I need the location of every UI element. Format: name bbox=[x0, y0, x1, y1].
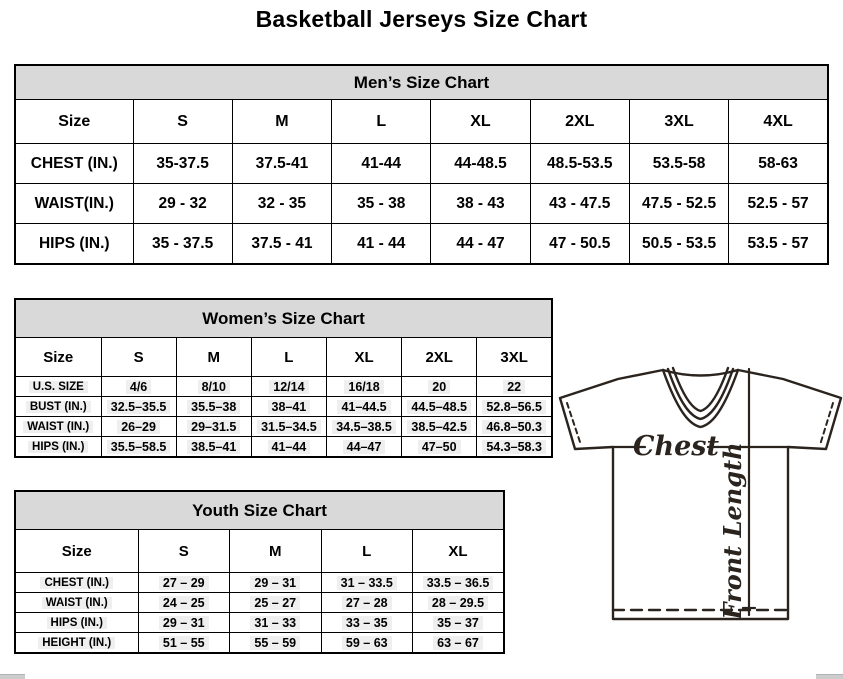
row-label-text: HIPS (IN.) bbox=[28, 441, 88, 453]
size-value-cell bbox=[176, 437, 251, 458]
womens-size-table bbox=[14, 298, 553, 458]
column-header: Size bbox=[15, 100, 133, 144]
size-value-cell bbox=[230, 613, 322, 633]
youth-size-table bbox=[14, 490, 505, 654]
right-cuff-dashed-line bbox=[820, 403, 833, 445]
column-header: M bbox=[232, 100, 331, 144]
size-value: 47–50 bbox=[418, 440, 461, 454]
size-value: 38–41 bbox=[268, 400, 311, 414]
size-value: 54.3–58.3 bbox=[482, 440, 546, 454]
size-value: 35 - 37.5 bbox=[152, 234, 214, 252]
size-value: 51 – 55 bbox=[159, 636, 209, 650]
size-value-cell bbox=[530, 224, 629, 265]
table-row bbox=[15, 397, 552, 417]
size-value: 47.5 - 52.5 bbox=[641, 194, 717, 212]
size-value: 35.5–38 bbox=[187, 400, 240, 414]
size-value: 35 – 37 bbox=[433, 616, 483, 630]
size-value: 31 – 33 bbox=[250, 616, 300, 630]
size-value: 33 – 35 bbox=[342, 616, 392, 630]
size-value: 26–29 bbox=[117, 420, 160, 434]
size-value-cell bbox=[477, 437, 552, 458]
table-row bbox=[15, 437, 552, 458]
size-value-cell bbox=[176, 397, 251, 417]
column-header: M bbox=[230, 530, 322, 573]
size-value-cell bbox=[530, 144, 629, 184]
size-value-cell bbox=[230, 593, 322, 613]
size-value-cell bbox=[729, 184, 828, 224]
row-label bbox=[15, 417, 101, 437]
column-header: 2XL bbox=[402, 338, 477, 377]
size-value-cell bbox=[413, 593, 505, 613]
size-value-cell bbox=[230, 633, 322, 654]
column-header: S bbox=[101, 338, 176, 377]
size-value: 27 – 28 bbox=[342, 596, 392, 610]
size-value-cell bbox=[101, 377, 176, 397]
size-value-cell bbox=[629, 144, 728, 184]
size-value-cell bbox=[176, 377, 251, 397]
size-value: 41–44.5 bbox=[337, 400, 390, 414]
size-value-cell bbox=[326, 397, 401, 417]
size-value-cell bbox=[251, 417, 326, 437]
table-row bbox=[15, 224, 828, 265]
size-value-cell bbox=[332, 184, 431, 224]
size-value-cell bbox=[321, 573, 413, 593]
size-value: 31.5–34.5 bbox=[257, 420, 321, 434]
chest-label: Chest bbox=[633, 431, 719, 462]
size-value: 22 bbox=[503, 380, 525, 394]
size-value: 25 – 27 bbox=[250, 596, 300, 610]
size-value-cell bbox=[413, 633, 505, 654]
table-row bbox=[15, 417, 552, 437]
size-value: 20 bbox=[428, 380, 450, 394]
row-label bbox=[15, 184, 133, 224]
front-length-label: Front Length bbox=[718, 442, 747, 620]
column-header: S bbox=[138, 530, 230, 573]
size-value-cell bbox=[431, 224, 530, 265]
size-value-cell bbox=[321, 593, 413, 613]
size-value: 37.5-41 bbox=[255, 154, 309, 172]
column-header: XL bbox=[326, 338, 401, 377]
row-label-text: HEIGHT (IN.) bbox=[38, 637, 115, 649]
size-value-cell bbox=[477, 377, 552, 397]
size-value-cell bbox=[729, 224, 828, 265]
size-value: 34.5–38.5 bbox=[332, 420, 396, 434]
column-header: L bbox=[321, 530, 413, 573]
column-header: S bbox=[133, 100, 232, 144]
size-value-cell bbox=[477, 397, 552, 417]
size-value: 29 – 31 bbox=[159, 616, 209, 630]
table-caption: Women’s Size Chart bbox=[15, 299, 552, 338]
size-value: 33.5 – 36.5 bbox=[423, 576, 494, 590]
table-row bbox=[15, 633, 504, 654]
row-label-text: BUST (IN.) bbox=[26, 401, 91, 413]
size-value: 29–31.5 bbox=[187, 420, 240, 434]
row-label-text: CHEST (IN.) bbox=[30, 154, 118, 172]
table-row bbox=[15, 377, 552, 397]
size-value-cell bbox=[629, 224, 728, 265]
jersey-measurement-diagram bbox=[557, 361, 843, 629]
size-value: 44 - 47 bbox=[456, 234, 505, 252]
size-value-cell bbox=[413, 573, 505, 593]
row-label-text: WAIST(IN.) bbox=[34, 194, 114, 212]
size-value-cell bbox=[321, 613, 413, 633]
size-value: 59 – 63 bbox=[342, 636, 392, 650]
size-value: 12/14 bbox=[269, 380, 308, 394]
size-value-cell bbox=[402, 397, 477, 417]
size-value-cell bbox=[332, 144, 431, 184]
size-value-cell bbox=[133, 224, 232, 265]
scrollbar-fragment-right[interactable] bbox=[816, 674, 843, 679]
size-value: 35.5–58.5 bbox=[107, 440, 171, 454]
size-value: 35 - 38 bbox=[357, 194, 406, 212]
size-value-cell bbox=[629, 184, 728, 224]
size-value: 53.5-58 bbox=[652, 154, 706, 172]
size-value: 41–44 bbox=[268, 440, 311, 454]
size-value-cell bbox=[477, 417, 552, 437]
size-value-cell bbox=[232, 224, 331, 265]
size-value: 55 – 59 bbox=[250, 636, 300, 650]
row-label bbox=[15, 437, 101, 458]
page-title: Basketball Jerseys Size Chart bbox=[255, 6, 588, 32]
size-value: 38.5–42.5 bbox=[407, 420, 471, 434]
row-label-text: HIPS (IN.) bbox=[38, 234, 110, 252]
column-header: XL bbox=[413, 530, 505, 573]
row-label bbox=[15, 573, 138, 593]
size-value: 52.8–56.5 bbox=[482, 400, 546, 414]
size-value: 47 - 50.5 bbox=[549, 234, 611, 252]
size-value-cell bbox=[431, 144, 530, 184]
size-value: 41-44 bbox=[361, 154, 402, 172]
size-value-cell bbox=[101, 417, 176, 437]
size-value: 41 - 44 bbox=[357, 234, 406, 252]
row-label-text: U.S. SIZE bbox=[29, 381, 88, 393]
size-value-cell bbox=[326, 417, 401, 437]
size-value: 58-63 bbox=[758, 154, 798, 172]
size-value-cell bbox=[138, 613, 230, 633]
scrollbar-fragment-left[interactable] bbox=[0, 674, 25, 679]
size-value-cell bbox=[251, 397, 326, 417]
size-value-cell bbox=[326, 437, 401, 458]
size-value-cell bbox=[431, 184, 530, 224]
size-value-cell bbox=[251, 377, 326, 397]
size-value-cell bbox=[251, 437, 326, 458]
size-value-cell bbox=[133, 184, 232, 224]
size-value: 63 – 67 bbox=[433, 636, 483, 650]
column-header: 2XL bbox=[530, 100, 629, 144]
size-value-cell bbox=[326, 377, 401, 397]
size-value-cell bbox=[176, 417, 251, 437]
size-value: 44–47 bbox=[343, 440, 386, 454]
column-header: 3XL bbox=[629, 100, 728, 144]
table-caption: Men’s Size Chart bbox=[15, 65, 828, 100]
jersey-outline-drawing bbox=[557, 361, 843, 629]
size-value: 32 - 35 bbox=[257, 194, 307, 212]
size-value: 43 - 47.5 bbox=[549, 194, 611, 212]
row-label bbox=[15, 144, 133, 184]
size-value: 53.5 - 57 bbox=[747, 234, 809, 252]
row-label-text: WAIST (IN.) bbox=[23, 421, 93, 433]
size-value: 16/18 bbox=[344, 380, 383, 394]
column-header: L bbox=[251, 338, 326, 377]
row-label bbox=[15, 593, 138, 613]
table-row bbox=[15, 184, 828, 224]
size-value: 37.5 - 41 bbox=[251, 234, 313, 252]
size-value-cell bbox=[402, 377, 477, 397]
size-value: 48.5-53.5 bbox=[547, 154, 613, 172]
size-value-cell bbox=[729, 144, 828, 184]
size-value-cell bbox=[101, 397, 176, 417]
size-value: 27 – 29 bbox=[159, 576, 209, 590]
column-header: 4XL bbox=[729, 100, 828, 144]
size-value: 38.5–41 bbox=[187, 440, 240, 454]
row-label-text: CHEST (IN.) bbox=[40, 577, 113, 589]
size-value: 29 – 31 bbox=[250, 576, 300, 590]
table-row bbox=[15, 593, 504, 613]
column-header: 3XL bbox=[477, 338, 552, 377]
jersey-body-outline bbox=[560, 370, 841, 619]
size-value-cell bbox=[332, 224, 431, 265]
row-label-text: HIPS (IN.) bbox=[47, 617, 107, 629]
row-label bbox=[15, 397, 101, 417]
row-label bbox=[15, 633, 138, 654]
column-header: M bbox=[176, 338, 251, 377]
column-header: Size bbox=[15, 530, 138, 573]
column-header: Size bbox=[15, 338, 101, 377]
table-row bbox=[15, 613, 504, 633]
size-value-cell bbox=[402, 437, 477, 458]
row-label bbox=[15, 613, 138, 633]
size-value-cell bbox=[413, 613, 505, 633]
size-value: 38 - 43 bbox=[456, 194, 505, 212]
left-cuff-dashed-line bbox=[567, 403, 581, 445]
size-value-cell bbox=[232, 184, 331, 224]
size-value: 31 – 33.5 bbox=[337, 576, 397, 590]
size-value: 50.5 - 53.5 bbox=[641, 234, 717, 252]
size-value-cell bbox=[530, 184, 629, 224]
row-label-text: WAIST (IN.) bbox=[42, 597, 112, 609]
size-value-cell bbox=[230, 573, 322, 593]
table-caption: Youth Size Chart bbox=[15, 491, 504, 530]
size-value: 24 – 25 bbox=[159, 596, 209, 610]
size-value-cell bbox=[232, 144, 331, 184]
table-row bbox=[15, 573, 504, 593]
column-header: XL bbox=[431, 100, 530, 144]
size-value: 35-37.5 bbox=[156, 154, 209, 172]
size-value-cell bbox=[133, 144, 232, 184]
table-row bbox=[15, 144, 828, 184]
size-value: 52.5 - 57 bbox=[747, 194, 809, 212]
column-header: L bbox=[332, 100, 431, 144]
size-value-cell bbox=[138, 633, 230, 654]
row-label bbox=[15, 377, 101, 397]
size-value-cell bbox=[101, 437, 176, 458]
size-value-cell bbox=[138, 593, 230, 613]
size-value: 44.5–48.5 bbox=[407, 400, 471, 414]
size-value: 32.5–35.5 bbox=[107, 400, 171, 414]
size-value: 4/6 bbox=[126, 380, 151, 394]
mens-size-table bbox=[14, 64, 829, 265]
size-value: 44-48.5 bbox=[454, 154, 507, 172]
size-value: 8/10 bbox=[198, 380, 230, 394]
row-label bbox=[15, 224, 133, 265]
size-value-cell bbox=[402, 417, 477, 437]
size-value-cell bbox=[138, 573, 230, 593]
size-value: 46.8–50.3 bbox=[482, 420, 546, 434]
size-value: 29 - 32 bbox=[158, 194, 207, 212]
size-value-cell bbox=[321, 633, 413, 654]
size-value: 28 – 29.5 bbox=[428, 596, 488, 610]
